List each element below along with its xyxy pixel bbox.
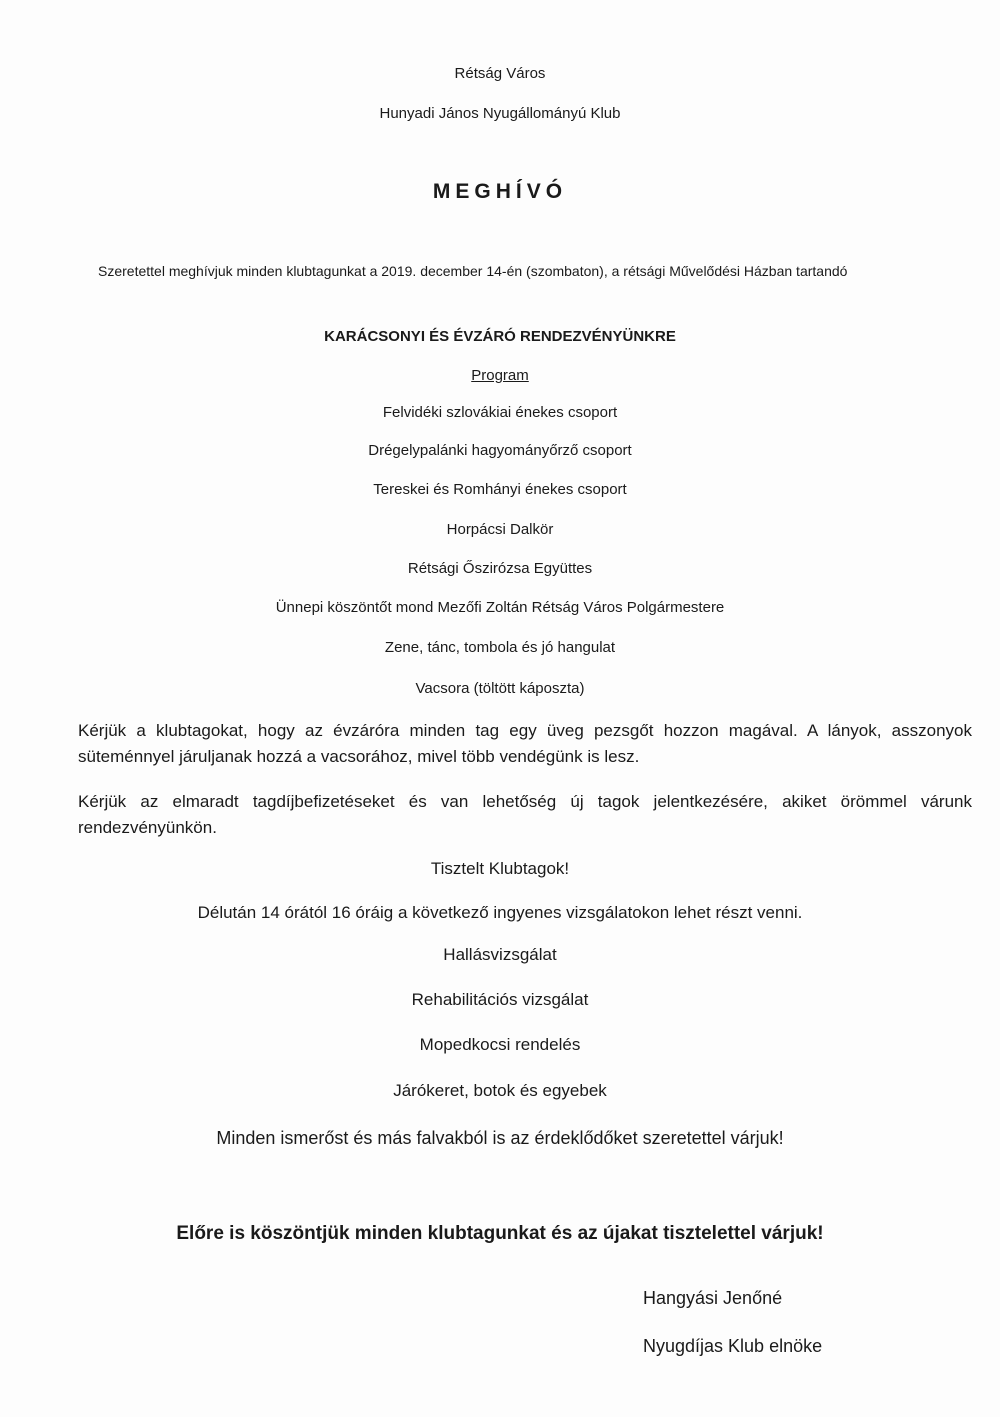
greeting: Tisztelt Klubtagok! <box>430 859 570 878</box>
closing-line: Előre is köszöntjük minden klubtagunkat és az újakat tisztelettel várjuk! <box>176 1223 824 1244</box>
pezsgo-paragraph: Kérjük a klubtagokat, hogy az évzáróra minden tag egy üveg pezsgőt hozzon magával. A lányok, asszonyok süteménnyel járuljanak hozzá a vacsorához, mivel több vendégünk is lesz. <box>78 721 972 766</box>
program-item: Tereskei és Romhányi énekes csoport <box>373 481 627 498</box>
header-club: Hunyadi János Nyugállományú Klub <box>379 105 621 122</box>
header-city: Rétság Város <box>454 65 546 82</box>
event-title: KARÁCSONYI ÉS ÉVZÁRÓ RENDEZVÉNYÜNKRE <box>324 328 676 345</box>
exam-intro: Délután 14 órától 16 óráig a következő ingyenes vizsgálatokon lehet részt venni. <box>197 903 803 922</box>
program-item: Felvidéki szlovákiai énekes csoport <box>382 404 618 421</box>
exam-item: Mopedkocsi rendelés <box>419 1035 581 1054</box>
tagdij-paragraph: Kérjük az elmaradt tagdíjbefizetéseket és van lehetőség új tagok jelentkezésére, akiket örömmel várunk rendezvényünkön. <box>78 792 972 837</box>
program-item: Ünnepi köszöntőt mond Mezőfi Zoltán Rétság Város Polgármestere <box>275 599 725 616</box>
program-item: Drégelypalánki hagyományőrző csoport <box>368 442 632 459</box>
exam-item: Járókeret, botok és egyebek <box>393 1081 607 1100</box>
program-item: Zene, tánc, tombola és jó hangulat <box>384 639 616 656</box>
document-title: MEGHÍVÓ <box>432 180 568 203</box>
program-item: Horpácsi Dalkör <box>446 521 554 538</box>
intro-paragraph: Szeretettel meghívjuk minden klubtagunkat a 2019. december 14-én (szombaton), a rétsági Művelődési Házban tartandó <box>98 263 848 279</box>
program-heading: Program <box>471 367 529 384</box>
signature-name: Hangyási Jenőné <box>643 1288 783 1308</box>
program-item: Rétsági Őszirózsa Együttes <box>407 560 593 577</box>
invite-line: Minden ismerőst és más falvakból is az érdeklődőket szeretettel várjuk! <box>216 1128 784 1148</box>
exam-item: Hallásvizsgálat <box>443 945 557 964</box>
exam-item: Rehabilitációs vizsgálat <box>411 990 589 1009</box>
signature-role: Nyugdíjas Klub elnöke <box>643 1336 823 1356</box>
program-item: Vacsora (töltött káposzta) <box>415 680 585 697</box>
